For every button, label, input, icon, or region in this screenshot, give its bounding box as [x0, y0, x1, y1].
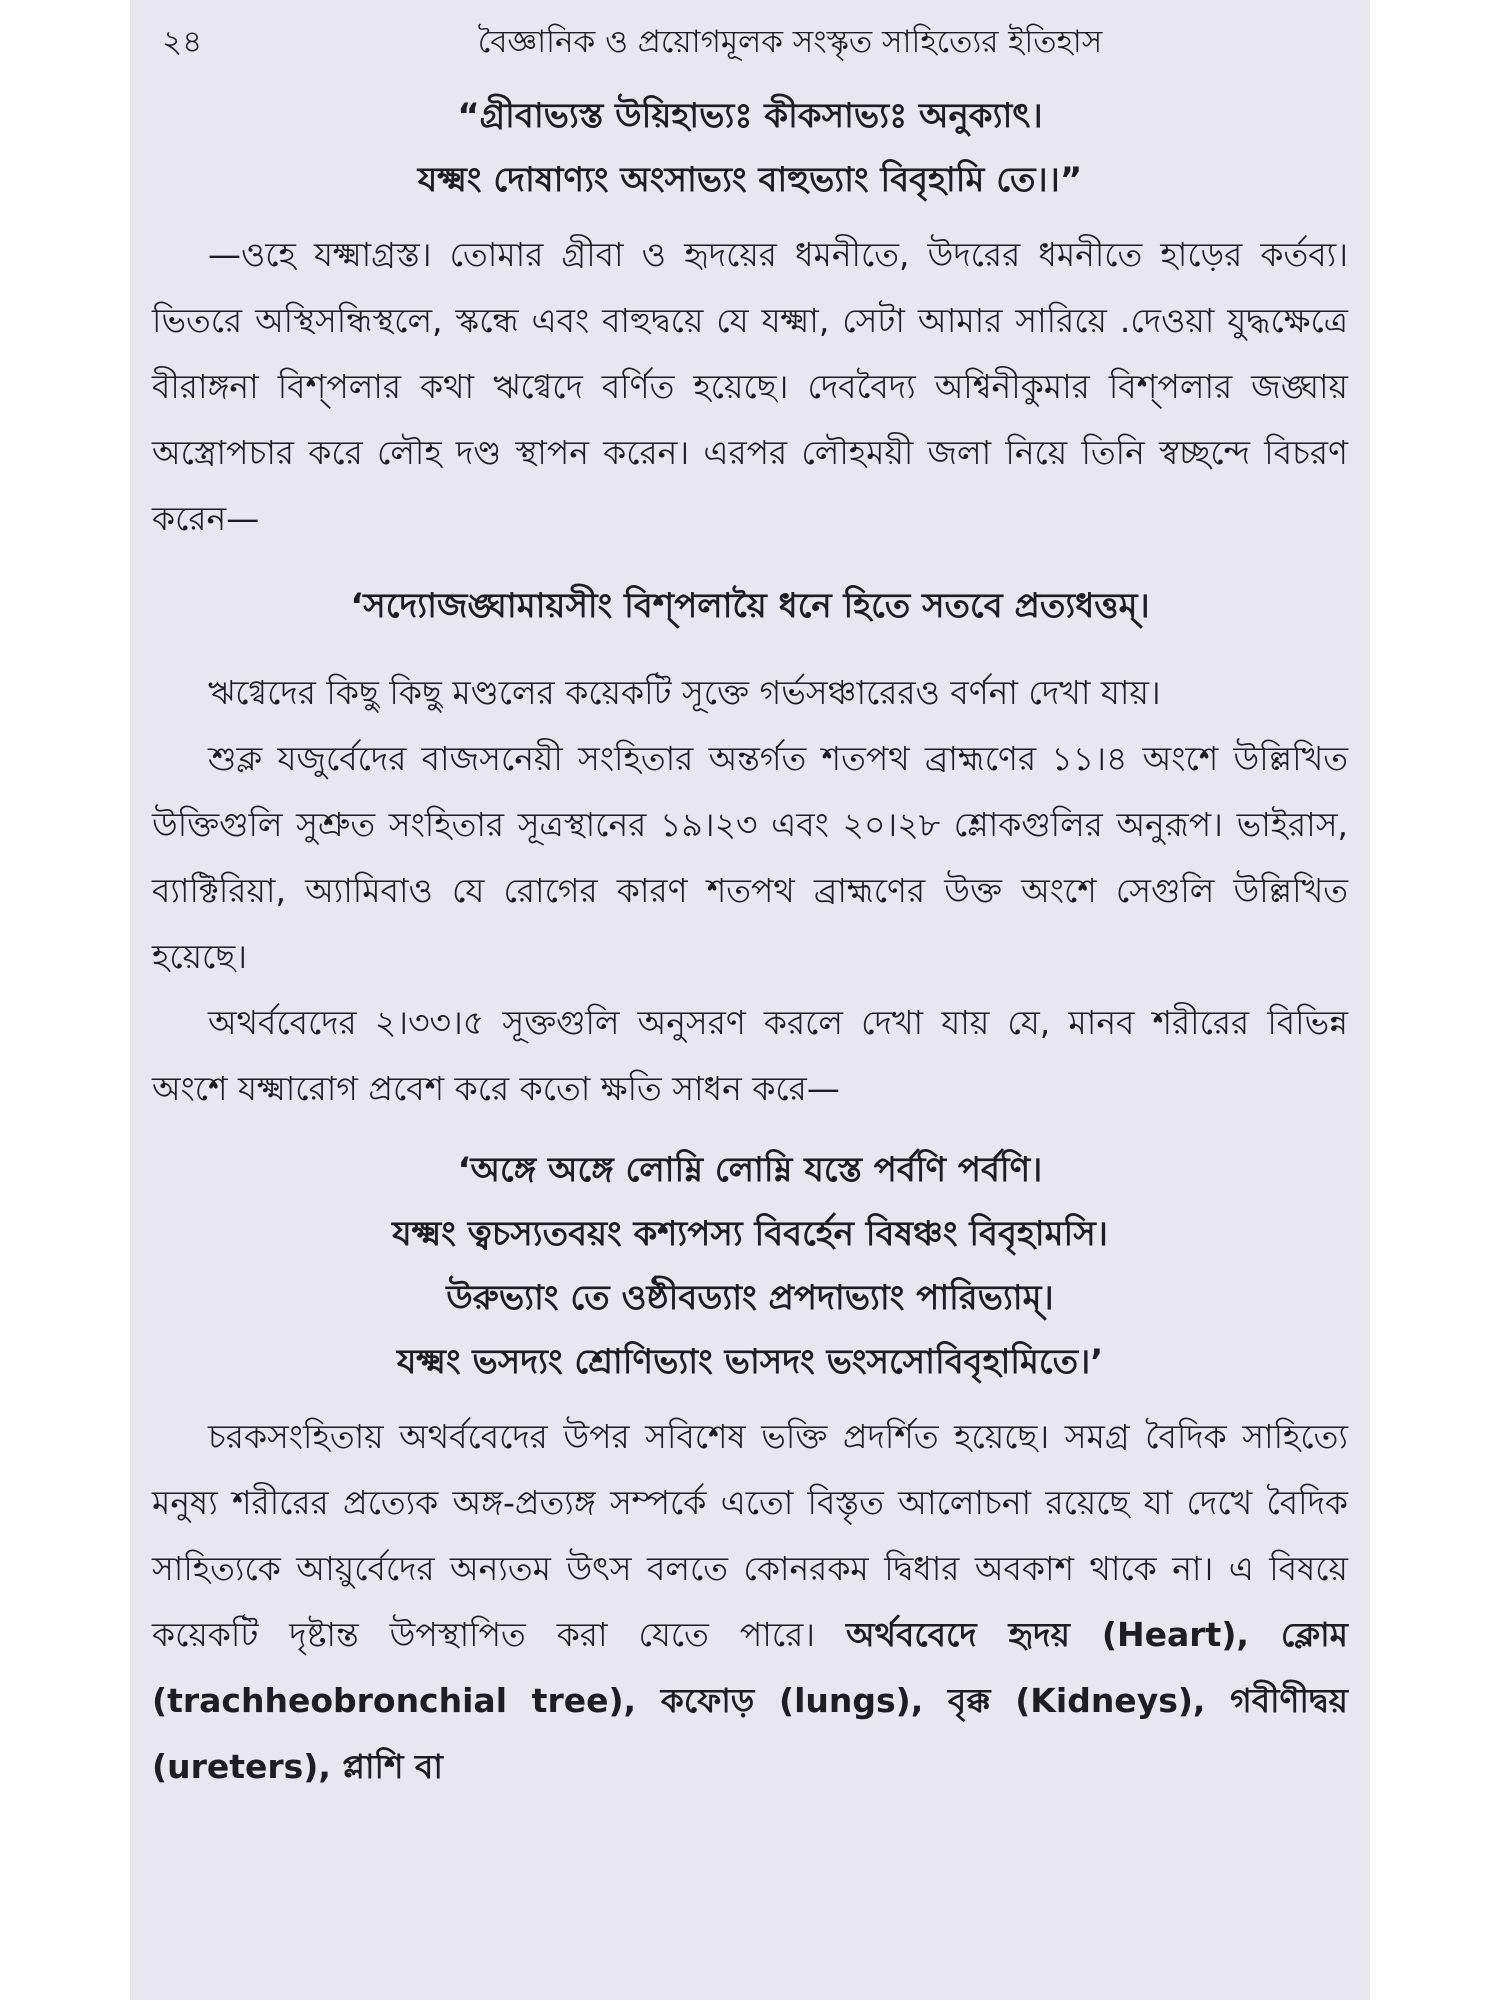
book-page: [130, 0, 1370, 2000]
verse-line: ‘সদ্যোজঙ্ঘামায়সীং বিশ্পলায়ৈ ধনে হিতে সতবে প্রত্যধত্তম্।: [350, 586, 1150, 626]
paragraph-5: [152, 1404, 1348, 1800]
paragraph-1: —ওহে যক্ষ্মাগ্রস্ত। তোমার গ্রীবা ও হৃদয়ের ধমনীতে, উদরের ধমনীতে হাড়ের কর্তব্য। ভিতরে অস্থিসন্ধিস্থলে, স্কন্ধে এবং বাহুদ্বয়ে যে যক্ষ্মা, সেটা আমার সারিয়ে .দেওয়া যুদ্ধক্ষেত্রে বীরাঙ্গনা বিশ্পলার কথা ঋগ্বেদে বর্ণিত হয়েছে। দেববৈদ্য অশ্বিনীকুমার বিশ্পলার জঙ্ঘায় অস্ত্রোপচার করে লৌহ দণ্ড স্থাপন করেন। এরপর লৌহময়ী জলা নিয়ে তিনি স্বচ্ছন্দে বিচরণ করেন—: [152, 235, 1348, 538]
verse-line: যক্ষ্মং দোষাণ্যং অংসাভ্যং বাহুভ্যাং বিবৃহামি তে।।”: [417, 160, 1083, 200]
running-title: বৈজ্ঞানিক ও প্রয়োগমূলক সংস্কৃত সাহিত্যের ইতিহাস: [477, 24, 1103, 60]
verse-block-1: [152, 84, 1348, 212]
paragraph-5-text: চরকসংহিতায় অথর্ববেদের উপর সবিশেষ ভক্তি প্রদর্শিত হয়েছে। সমগ্র বৈদিক সাহিত্যে মনুষ্য শরীরের প্রত্যেক অঙ্গ-প্রত্যঙ্গ সম্পর্কে এতো বিস্তৃত আলোচনা রয়েছে যা দেখে বৈদিক সাহিত্যকে আয়ুর্বেদের অন্যতম উৎস বলতে কোনরকম দ্বিধার অবকাশ থাকে না। এ বিষয়ে কয়েকটি দৃষ্টান্ত উপস্থাপিত করা যেতে পারে।: [152, 1417, 1348, 1654]
page-number: ২৪: [162, 24, 203, 60]
paragraph-2: ঋগ্বেদের কিছু কিছু মণ্ডলের কয়েকটি সূক্তে গর্ভসঞ্চারেরও বর্ণনা দেখা যায়।: [208, 673, 1161, 712]
verse-line: ‘অঙ্গে অঙ্গে লোম্নি লোম্নি যস্তে পর্বণি পর্বণি।: [457, 1150, 1043, 1190]
verse-block-2: [152, 574, 1348, 638]
paragraph-3: শুক্ল যজুর্বেদের বাজসনেয়ী সংহিতার অন্তর্গত শতপথ ব্রাহ্মণের ১১।৪ অংশে উল্লিখিত উক্তিগুলি সুশ্রুত সংহিতার সূত্রস্থানের ১৯।২৩ এবং ২০।২৮ শ্লোকগুলির অনুরূপ। ভাইরাস, ব্যাক্টিরিয়া, অ্যামিবাও যে রোগের কারণ শতপথ ব্রাহ্মণের উক্ত অংশে সেগুলি উল্লিখিত হয়েছে।: [152, 739, 1348, 976]
verse-block-3: [152, 1138, 1348, 1394]
verse-line: উরুভ্যাং তে ওষ্ঠীবড্যাং প্রপদাভ্যাং পারিভ্যাম্।: [446, 1278, 1054, 1318]
paragraph-5-bold: অর্থববেদে হৃদয় (Heart), ক্লোম (trachheobronchial tree), কফোড় (lungs), বৃক্ক (Kidneys), গবীণীদ্বয় (ureters), প্লাশি বা: [152, 1615, 1349, 1786]
page-header: [152, 16, 1348, 68]
verse-line: যক্ষ্মং ভসদ্যং শ্রোণিভ্যাং ভাসদং ভংসসোবিবৃহামিতে।’: [396, 1342, 1104, 1382]
verse-line: “গ্রীবাভ্যস্ত উয়িহাভ্যঃ কীকসাভ্যঃ অনুক্যাৎ।: [457, 96, 1043, 136]
paragraph-4: অথর্ববেদের ২।৩৩।৫ সূক্তগুলি অনুসরণ করলে দেখা যায় যে, মানব শরীরের বিভিন্ন অংশে যক্ষ্মারোগ প্রবেশ করে কতো ক্ষতি সাধন করে—: [152, 1003, 1348, 1108]
verse-line: যক্ষ্মং ত্বচস্যতবয়ং কশ্যপস্য বিবর্হেন বিষঞ্চং বিবৃহামসি।: [392, 1214, 1108, 1254]
